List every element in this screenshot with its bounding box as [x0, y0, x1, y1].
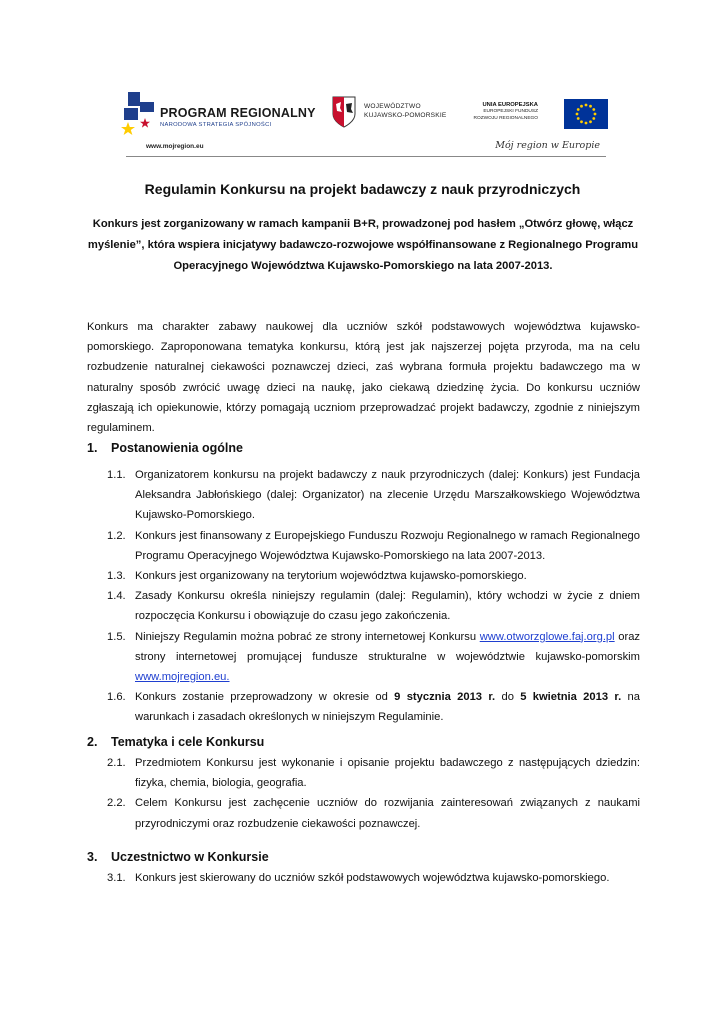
document-title: Regulamin Konkursu na projekt badawczy z nauk przyrodniczych: [144, 181, 581, 197]
section-general-provisions: [87, 437, 640, 728]
section-title: Uczestnictwo w Konkursie: [111, 850, 269, 864]
section-number: 2.: [87, 735, 98, 749]
clause-text-part: oraz strony internetowej promującej fundusze strukturalne w województwie kujawsko-pomorskim: [135, 630, 641, 663]
clause-3-1: [87, 868, 640, 888]
clause-text: Konkurs jest organizowany na terytorium województwa kujawsko-pomorskiego.: [135, 570, 527, 583]
start-date: 9 stycznia 2013 r.: [394, 691, 496, 704]
clause-number: 1.2.: [107, 529, 126, 542]
clause-text: [135, 627, 640, 688]
clause-text: [135, 687, 640, 727]
clause-text: Zasady Konkursu określa niniejszy regulamin (dalej: Regulamin), który wchodzi w życie z dniem rozpoczęcia Konkursu i obowiązuje do czasu jego zakończenia.: [135, 590, 640, 623]
section-number: 1.: [87, 441, 98, 455]
section-heading: [87, 731, 640, 753]
header-divider: [126, 156, 606, 157]
clause-1-4: [87, 586, 640, 626]
eu-fund-line-2: ROZWOJU REGIONALNEGO: [473, 115, 538, 121]
clause-text: Konkurs jest finansowany z Europejskiego Funduszu Rozwoju Regionalnego w ramach Regionalnego Programu Operacyjnego Województwa Kujawsko-Pomorskiego na lata 2007-2013.: [135, 529, 640, 562]
end-date: 5 kwietnia 2013 r.: [520, 691, 622, 704]
program-regionalny-star-icon: [118, 90, 158, 136]
intro-paragraph: Konkurs ma charakter zabawy naukowej dla uczniów szkół podstawowych województwa kujawsko-pomorskiego. Zaproponowana tematyka konkursu, którą jest jak najszerzej pojęta przyroda, ma na celu rozbudzenie naturalnej ciekawości poznawczej dzieci, zaś wybrana formuła projektu badawczego ma w naturalny sposób zwrócić uwagę dzieci na naukę, jako ciekawą dziedzinę życia. Do konkursu uczniów zgłaszają ich opiekunowie, którzy pomagają uczniom przeprowadzać projekt badawczy, zgodnie z niniejszym regulaminem.: [87, 321, 640, 435]
clause-text: Konkurs jest skierowany do uczniów szkół podstawowych województwa kujawsko-pomorskiego.: [135, 872, 610, 884]
program-subtitle: NARODOWA STRATEGIA SPÓJNOŚCI: [160, 122, 272, 128]
section-number: 3.: [87, 850, 98, 864]
voivodeship-line-1: WOJEWÓDZTWO: [364, 103, 421, 110]
voivodeship-logo: [332, 96, 462, 130]
program-title: PROGRAM REGIONALNY: [160, 106, 316, 120]
eu-title: UNIA EUROPEJSKA: [482, 102, 538, 108]
section-title: Tematyka i cele Konkursu: [111, 735, 265, 749]
lead-paragraph: Konkurs jest zorganizowany w ramach kampanii B+R, prowadzonej pod hasłem „Otwórz głowę, włącz myślenie”, która wspiera inicjatywy badawczo-rozwojowe współfinansowane z Regionalnego Programu Operacyjnego Województwa Kujawsko-Pomorskiego na lata 2007-2013.: [87, 218, 639, 272]
clause-number: 1.5.: [107, 630, 126, 643]
clause-1-5: [87, 627, 640, 688]
clause-number: 2.2.: [107, 797, 126, 810]
section-title: Postanowienia ogólne: [111, 441, 243, 455]
clause-2-2: [87, 793, 640, 833]
voivodeship-crest-icon: [332, 96, 356, 128]
contest-website-link[interactable]: www.otworzglowe.faj.org.pl: [479, 630, 615, 643]
website-url: www.mojregion.eu: [146, 143, 204, 150]
clause-number: 3.1.: [107, 872, 126, 884]
clause-number: 2.1.: [107, 757, 126, 769]
section-heading: [87, 846, 640, 868]
clause-1-1: [87, 465, 640, 526]
eu-flag-icon: [564, 99, 608, 129]
document-header: [118, 86, 608, 162]
region-motto: Mój region w Europie: [495, 140, 600, 151]
clause-text-part: Konkurs zostanie przeprowadzony w okresie od: [135, 691, 395, 704]
eu-fund-line-1: EUROPEJSKI FUNDUSZ: [483, 109, 538, 114]
clause-1-2: [87, 526, 640, 566]
clause-number: 1.6.: [107, 691, 126, 704]
clause-1-6: [87, 687, 640, 727]
section-heading: [87, 437, 640, 459]
mojregion-link[interactable]: www.mojregion.eu.: [135, 671, 230, 684]
clause-text-part: do: [495, 691, 521, 704]
program-regionalny-logo: [118, 90, 316, 136]
clause-text: Przedmiotem Konkursu jest wykonanie i opisanie projektu badawczego z następujących dziedzin: fizyka, chemia, biologia, geografia.: [135, 757, 640, 790]
voivodeship-line-2: KUJAWSKO-POMORSKIE: [364, 112, 447, 119]
clause-number: 1.1.: [107, 469, 126, 481]
clause-text-part: na warunkach i zasadach określonych w niniejszym Regulaminie.: [135, 691, 640, 724]
clause-1-3: [87, 566, 640, 586]
clause-number: 1.4.: [107, 590, 126, 603]
eu-logo: [473, 99, 608, 129]
clause-2-1: [87, 753, 640, 793]
eu-text: [474, 102, 539, 122]
clause-text: Celem Konkursu jest zachęcenie uczniów do rozwijania zainteresowań związanych z naukami przyrodniczymi oraz rozbudzenie ciekawości poznawczej.: [135, 797, 640, 830]
section-participation: [87, 846, 640, 888]
section-topics-goals: [87, 731, 640, 834]
voivodeship-name: [364, 102, 447, 120]
clause-text-part: Niniejszy Regulamin można pobrać ze strony internetowej Konkursu: [135, 630, 480, 643]
clause-number: 1.3.: [107, 570, 126, 583]
clause-text: Organizatorem konkursu na projekt badawczy z nauk przyrodniczych (dalej: Konkurs) jest Fundacja Aleksandra Jabłońskiego (dalej: Organizator) na zlecenie Urzędu Marszałkowskiego Województwa Kujawsko-Pomorskiego.: [135, 469, 640, 522]
